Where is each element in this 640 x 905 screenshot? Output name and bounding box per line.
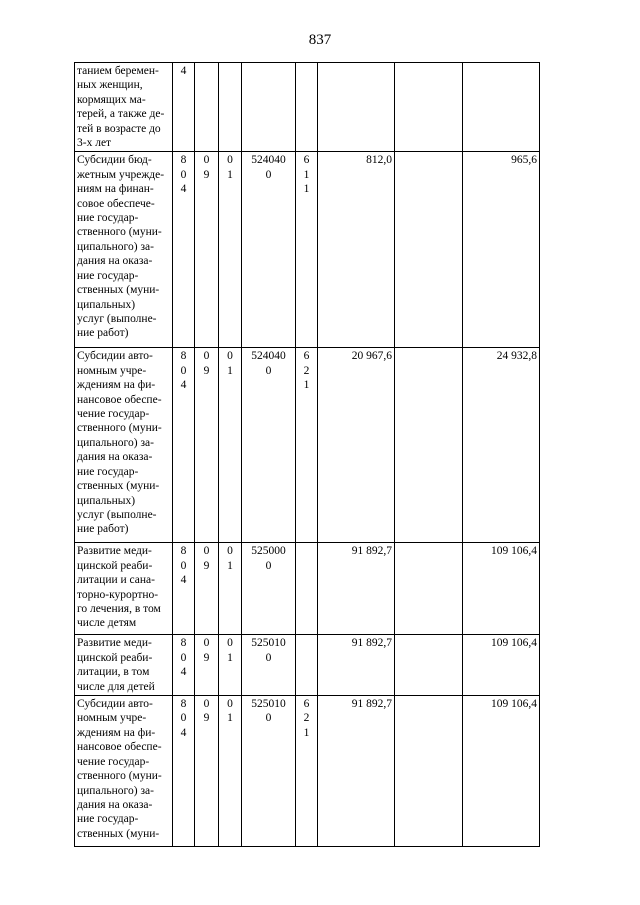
code-section: 8 0 4 bbox=[173, 152, 195, 348]
table-row bbox=[75, 348, 540, 543]
amount-2: 109 106,4 bbox=[463, 696, 540, 847]
code-item: 0 1 bbox=[219, 348, 242, 543]
code-item bbox=[219, 63, 242, 152]
code-subsection: 0 9 bbox=[195, 635, 219, 696]
table-row bbox=[75, 635, 540, 696]
amount-spacer bbox=[395, 635, 463, 696]
code-target-article: 525010 0 bbox=[242, 696, 296, 847]
row-name: Развитие меди- цинской реаби- литации и сана- торно-курортно- го лечения, в том числе детям bbox=[75, 543, 173, 635]
table-row bbox=[75, 543, 540, 635]
amount-1: 812,0 bbox=[318, 152, 395, 348]
code-expense-type bbox=[296, 63, 318, 152]
code-subsection: 0 9 bbox=[195, 152, 219, 348]
code-subsection bbox=[195, 63, 219, 152]
code-subsection: 0 9 bbox=[195, 543, 219, 635]
amount-1: 91 892,7 bbox=[318, 696, 395, 847]
page-number: 837 bbox=[308, 32, 332, 48]
row-name: Субсидии авто- номным учре- ждениям на фи- нансовое обеспе- чение государ- ственного (муни- ципального) за- дания на оказа- ние государ- ственных (муни- ципальных) услуг (выполне- ние работ) bbox=[75, 348, 173, 543]
amount-2: 109 106,4 bbox=[463, 635, 540, 696]
table-row bbox=[75, 152, 540, 348]
code-subsection: 0 9 bbox=[195, 348, 219, 543]
code-section: 8 0 4 bbox=[173, 635, 195, 696]
table-row bbox=[75, 696, 540, 847]
code-expense-type: 6 2 1 bbox=[296, 348, 318, 543]
amount-1: 91 892,7 bbox=[318, 635, 395, 696]
code-target-article: 525000 0 bbox=[242, 543, 296, 635]
code-item: 0 1 bbox=[219, 696, 242, 847]
amount-1: 20 967,6 bbox=[318, 348, 395, 543]
budget-table bbox=[74, 62, 540, 847]
code-item: 0 1 bbox=[219, 152, 242, 348]
code-expense-type bbox=[296, 635, 318, 696]
code-item: 0 1 bbox=[219, 543, 242, 635]
amount-2: 965,6 bbox=[463, 152, 540, 348]
row-name: Субсидии авто- номным учре- ждениям на фи- нансовое обеспе- чение государ- ственного (муни- ципального) за- дания на оказа- ние государ- ственных (муни- bbox=[75, 696, 173, 847]
amount-spacer bbox=[395, 543, 463, 635]
amount-2: 24 932,8 bbox=[463, 348, 540, 543]
code-expense-type: 6 1 1 bbox=[296, 152, 318, 348]
code-subsection: 0 9 bbox=[195, 696, 219, 847]
code-target-article bbox=[242, 63, 296, 152]
code-target-article: 524040 0 bbox=[242, 152, 296, 348]
code-section: 4 bbox=[173, 63, 195, 152]
amount-1: 91 892,7 bbox=[318, 543, 395, 635]
code-item: 0 1 bbox=[219, 635, 242, 696]
row-name: Субсидии бюд- жетным учрежде- ниям на финан- совое обеспече- ние государ- ственного (муни- ципального) за- дания на оказа- ние государ- ственных (муни- ципальных) услуг (выполне- ние работ) bbox=[75, 152, 173, 348]
row-name: танием беремен- ных женщин, кормящих ма- терей, а также де- тей в возрасте до 3-х лет bbox=[75, 63, 173, 152]
amount-1 bbox=[318, 63, 395, 152]
code-section: 8 0 4 bbox=[173, 348, 195, 543]
amount-spacer bbox=[395, 696, 463, 847]
row-name: Развитие меди- цинской реаби- литации, в том числе для детей bbox=[75, 635, 173, 696]
amount-2: 109 106,4 bbox=[463, 543, 540, 635]
amount-spacer bbox=[395, 348, 463, 543]
amount-spacer bbox=[395, 152, 463, 348]
code-expense-type: 6 2 1 bbox=[296, 696, 318, 847]
code-section: 8 0 4 bbox=[173, 543, 195, 635]
table-row bbox=[75, 63, 540, 152]
code-target-article: 525010 0 bbox=[242, 635, 296, 696]
code-target-article: 524040 0 bbox=[242, 348, 296, 543]
code-section: 8 0 4 bbox=[173, 696, 195, 847]
amount-spacer bbox=[395, 63, 463, 152]
amount-2 bbox=[463, 63, 540, 152]
code-expense-type bbox=[296, 543, 318, 635]
